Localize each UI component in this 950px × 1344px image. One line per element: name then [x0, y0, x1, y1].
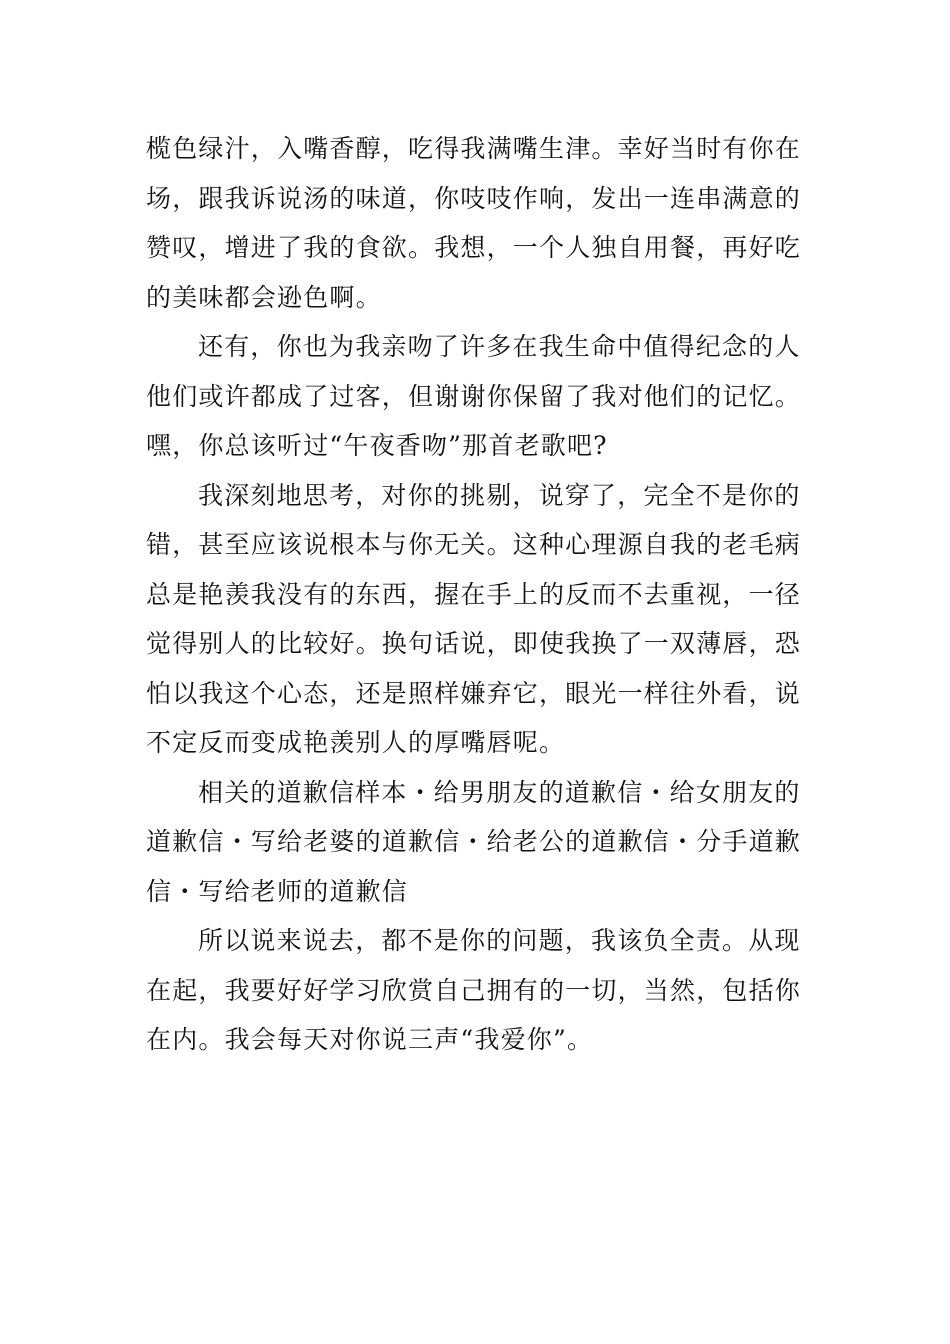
paragraph-1-line-4: 的美味都会逊色啊。	[146, 282, 382, 312]
paragraph-3-line-5: 怕以我这个心态，还是照样嫌弃它，眼光一样往外看，说	[146, 678, 802, 708]
paragraph-3-line-3: 总是艳羡我没有的东西，握在手上的反而不去重视，一径	[146, 579, 802, 609]
paragraph-4-line-3: 信・写给老师的道歉信	[146, 876, 409, 906]
paragraph-3-line-2: 错，甚至应该说根本与你无关。这种心理源自我的老毛病	[146, 530, 802, 559]
paragraph-2-line-2: 他们或许都成了过客，但谢谢你保留了我对他们的记忆。	[146, 381, 802, 411]
paragraph-5-line-3: 在内。我会每天对你说三声“我爱你”。	[146, 1025, 594, 1054]
paragraph-2-line-3: 嘿，你总该听过“午夜香吻”那首老歌吧?	[146, 431, 608, 460]
paragraph-2-line-1: 还有，你也为我亲吻了许多在我生命中值得纪念的人	[198, 332, 801, 361]
paragraph-4-line-2: 道歉信・写给老婆的道歉信・给老公的道歉信・分手道歉	[146, 827, 802, 856]
paragraph-5-line-2: 在起，我要好好学习欣赏自己拥有的一切，当然，包括你	[146, 975, 802, 1005]
paragraph-3-line-1: 我深刻地思考，对你的挑剔，说穿了，完全不是你的	[198, 480, 801, 510]
paragraph-3-line-6: 不定反而变成艳羡别人的厚嘴唇呢。	[146, 728, 566, 757]
paragraph-1-line-1: 榄色绿汁，入嘴香醇，吃得我满嘴生津。幸好当时有你在	[146, 134, 802, 163]
paragraph-5-line-1: 所以说来说去，都不是你的问题，我该负全责。从现	[198, 926, 801, 955]
paragraph-4-line-1: 相关的道歉信样本・给男朋友的道歉信・给女朋友的	[198, 777, 801, 807]
paragraph-3-line-4: 觉得别人的比较好。换句话说，即使我换了一双薄唇，恐	[146, 629, 802, 658]
body-text	[146, 124, 810, 1065]
paragraph-1-line-3: 赞叹，增进了我的食欲。我想，一个人独自用餐，再好吃	[146, 233, 802, 262]
paragraph-1-line-2: 场，跟我诉说汤的味道，你吱吱作响，发出一连串满意的	[146, 183, 802, 213]
